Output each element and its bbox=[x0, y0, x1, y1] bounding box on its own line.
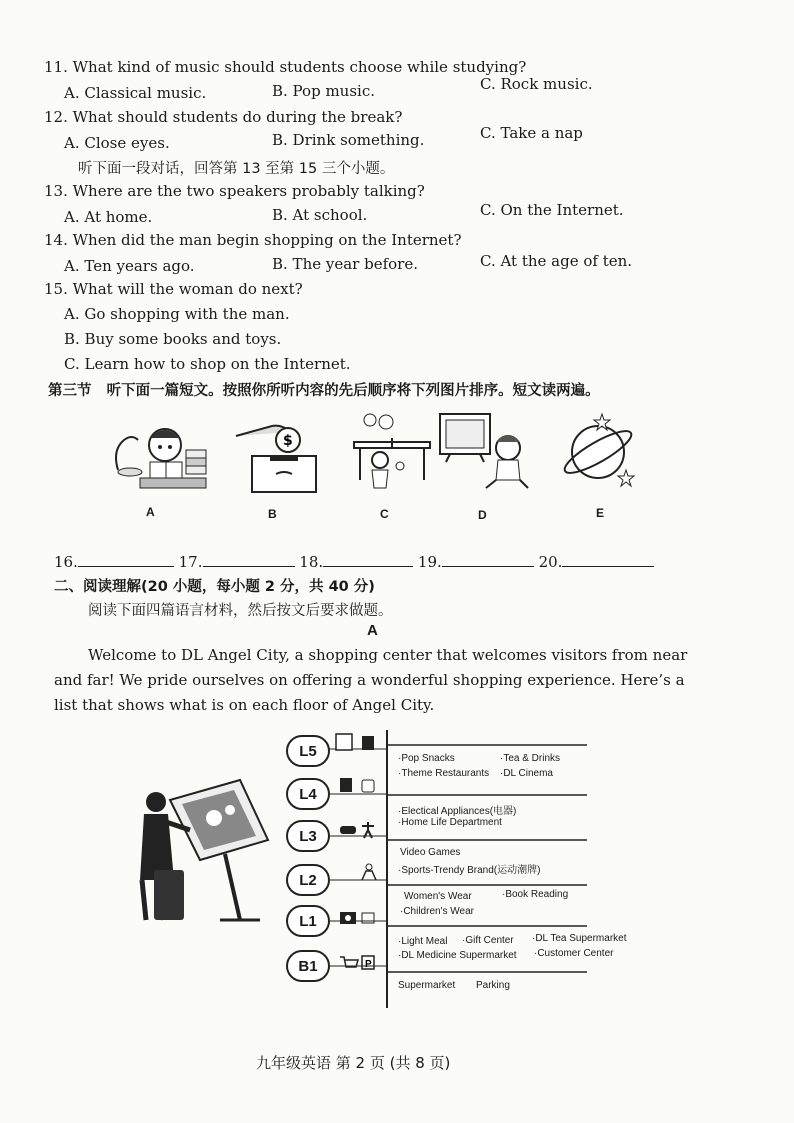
floor-badge-l1: L1 bbox=[286, 905, 330, 937]
section3-heading bbox=[48, 379, 600, 400]
option-15-c: C. Learn how to shop on the Internet. bbox=[64, 355, 351, 373]
question-14: 14. When did the man begin shopping on the Internet? bbox=[44, 231, 462, 249]
floor-l1-item-2: ·Gift Center bbox=[462, 935, 514, 946]
floor-badge-b1: B1 bbox=[286, 950, 330, 982]
floor-b1-item-2: Parking bbox=[476, 980, 510, 991]
instruction-13-15: 听下面一段对话，回答第 13 至第 15 三个小题。 bbox=[78, 161, 395, 177]
reading-instruction: 阅读下面四篇语言材料，然后按文后要求做题。 bbox=[88, 603, 393, 619]
reading-heading: 二、阅读理解(20 小题，每小题 2 分，共 40 分) bbox=[54, 579, 375, 595]
camera-gift-icon bbox=[338, 907, 380, 927]
blank-16-label: 16. bbox=[54, 553, 78, 571]
clothing-icon bbox=[358, 862, 380, 882]
woman-at-kiosk-illustration bbox=[130, 770, 270, 930]
option-13-c: C. On the Internet. bbox=[480, 201, 624, 219]
blank-17[interactable] bbox=[203, 552, 295, 567]
blank-20-label: 20. bbox=[538, 553, 563, 571]
floor-badge-l3: L3 bbox=[286, 820, 330, 852]
section3-label: 第三节 bbox=[48, 383, 92, 399]
option-14-c: C. At the age of ten. bbox=[480, 252, 633, 270]
page-footer: 九年级英语 第 2 页 (共 8 页) bbox=[256, 1054, 451, 1072]
picture-a-label: A bbox=[146, 505, 155, 519]
floor-l5-item-2: ·Tea & Drinks bbox=[500, 753, 561, 764]
picture-d-boy-watching-tv bbox=[436, 410, 532, 494]
answer-blanks bbox=[54, 552, 654, 571]
cinema-icon bbox=[334, 732, 384, 756]
blank-16[interactable] bbox=[78, 552, 174, 567]
question-12: 12. What should students do during the break? bbox=[44, 108, 403, 126]
floor-badge-l4: L4 bbox=[286, 778, 330, 810]
option-11-c: C. Rock music. bbox=[480, 75, 593, 93]
option-11-a: A. Classical music. bbox=[64, 84, 207, 102]
picture-c-table-tennis bbox=[350, 410, 434, 494]
option-12-c: C. Take a nap bbox=[480, 124, 583, 142]
floor-l5-item-1: ·Pop Snacks bbox=[398, 753, 455, 764]
picture-d-label: D bbox=[478, 508, 487, 522]
option-12-b: B. Drink something. bbox=[272, 131, 425, 149]
floor-l2-item-2: ·Book Reading bbox=[502, 889, 569, 900]
question-15: 15. What will the woman do next? bbox=[44, 280, 303, 298]
floor-b1-item-1: Supermarket bbox=[398, 980, 456, 991]
appliance-icon bbox=[338, 776, 378, 796]
blank-17-label: 17. bbox=[178, 553, 203, 571]
floor-l5-item-4: ·DL Cinema bbox=[500, 768, 553, 779]
svg-text:P: P bbox=[365, 959, 372, 970]
question-13: 13. Where are the two speakers probably talking? bbox=[44, 182, 425, 200]
option-14-b: B. The year before. bbox=[272, 255, 418, 273]
option-14-a: A. Ten years ago. bbox=[64, 257, 195, 275]
floor-l3-item-1: Video Games bbox=[400, 847, 461, 858]
floor-l5-item-3: ·Theme Restaurants bbox=[398, 768, 490, 779]
game-controller-icon bbox=[338, 820, 380, 840]
blank-20[interactable] bbox=[562, 552, 654, 567]
option-11-b: B. Pop music. bbox=[272, 82, 375, 100]
option-13-a: A. At home. bbox=[64, 208, 153, 226]
option-15-a: A. Go shopping with the man. bbox=[64, 305, 290, 323]
svg-text:$: $ bbox=[283, 433, 293, 449]
option-13-b: B. At school. bbox=[272, 206, 368, 224]
floor-l2-item-3: ·Children's Wear bbox=[400, 906, 474, 917]
option-15-b: B. Buy some books and toys. bbox=[64, 330, 282, 348]
picture-a-student-reading bbox=[110, 410, 210, 492]
blank-18[interactable] bbox=[323, 552, 413, 567]
option-12-a: A. Close eyes. bbox=[64, 134, 170, 152]
picture-c-label: C bbox=[380, 507, 389, 521]
floor-badge-l5: L5 bbox=[286, 735, 330, 767]
floor-badge-l2: L2 bbox=[286, 864, 330, 896]
floor-l4-item-2: ·Home Life Department bbox=[398, 817, 502, 828]
blank-19[interactable] bbox=[442, 552, 534, 567]
passage-label: A bbox=[367, 622, 378, 639]
picture-e-planet bbox=[562, 408, 642, 494]
section3-instruction: 听下面一篇短文。按照你所听内容的先后顺序将下列图片排序。短文读两遍。 bbox=[106, 383, 600, 399]
floor-l1-item-5: ·Customer Center bbox=[534, 948, 614, 959]
question-11: 11. What kind of music should students choose while studying? bbox=[44, 58, 527, 76]
passage-text: Welcome to DL Angel City, a shopping center that welcomes visitors from near and far! We pride ourselves on offering a wonderful shopping experience. Here’s a list that shows what is on each floor of Angel City. bbox=[54, 646, 688, 714]
cart-parking-icon bbox=[338, 953, 380, 973]
floor-l1-item-1: ·Light Meal bbox=[398, 936, 448, 947]
floor-l4-item-1: ·Electical Appliances(电器) bbox=[398, 806, 517, 817]
picture-e-label: E bbox=[596, 506, 605, 520]
picture-b-label: B bbox=[268, 507, 277, 521]
blank-18-label: 18. bbox=[299, 553, 324, 571]
floor-l1-item-4: ·DL Medicine Supermarket bbox=[398, 950, 517, 961]
blank-19-label: 19. bbox=[417, 553, 442, 571]
floor-l2-item-1: Women's Wear bbox=[404, 891, 472, 902]
floor-l3-item-2: ·Sports-Trendy Brand(运动潮牌) bbox=[398, 865, 541, 876]
floor-l1-item-3: ·DL Tea Supermarket bbox=[532, 933, 627, 944]
picture-b-money-box bbox=[232, 412, 322, 494]
